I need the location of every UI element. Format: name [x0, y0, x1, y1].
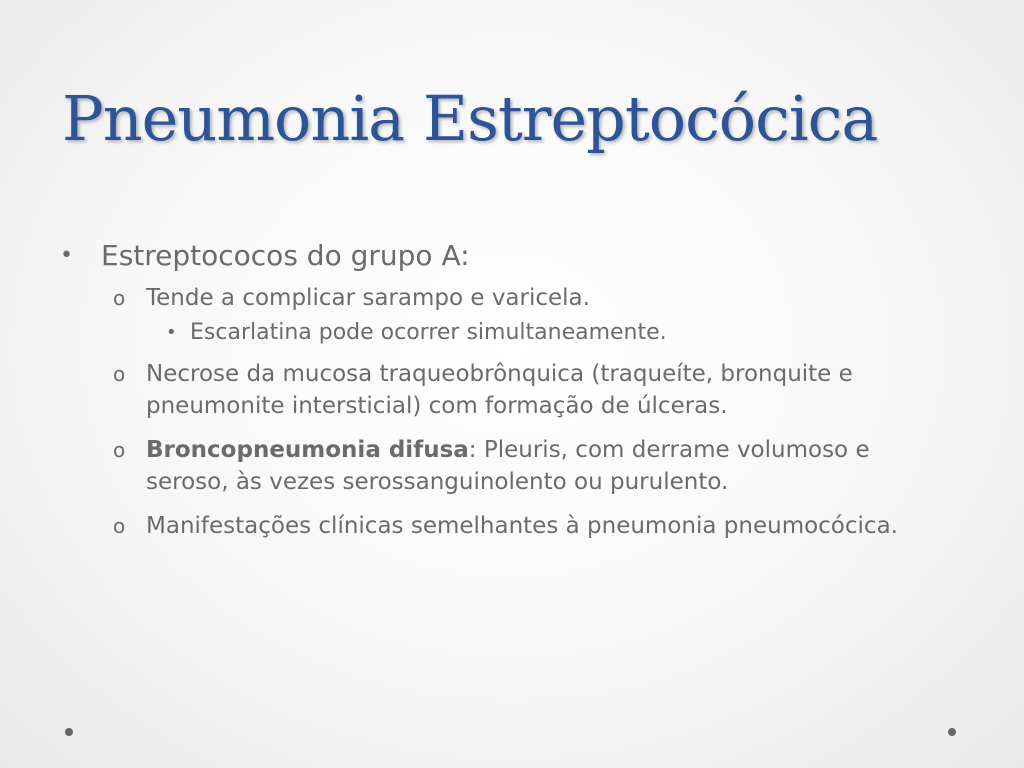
- bullet-marker: o: [113, 438, 126, 462]
- bullet-marker: o: [113, 286, 126, 310]
- bullet-level2: [0, 434, 1024, 498]
- bullet-level3: [0, 318, 1024, 348]
- bullet-marker: o: [113, 514, 126, 538]
- bullet-text: Estreptococos do grupo A:: [101, 239, 470, 272]
- bullet-level2: [0, 358, 1024, 422]
- corner-dot-left: [65, 728, 73, 736]
- bullet-text: Manifestações clínicas semelhantes à pneumonia pneumocócica.: [146, 513, 898, 539]
- bullet-marker: •: [166, 322, 177, 343]
- bullet-text: Necrose da mucosa traqueobrônquica (traqueíte, bronquite e pneumonite intersticial) com formação de úlceras.: [146, 361, 853, 419]
- bullet-marker: o: [113, 362, 126, 386]
- slide-content: [0, 236, 1024, 554]
- bullet-text: Escarlatina pode ocorrer simultaneamente.: [190, 320, 667, 345]
- corner-dot-right: [948, 728, 956, 736]
- bullet-bold-text: Broncopneumonia difusa: [146, 437, 469, 463]
- bullet-marker: •: [60, 243, 73, 268]
- bullet-text: : Pleuris, com derrame volumoso e seroso, às vezes serossanguinolento ou purulento.: [146, 437, 870, 495]
- slide-title: Pneumonia Estreptocócica: [62, 82, 878, 155]
- bullet-text: Tende a complicar sarampo e varicela.: [146, 285, 590, 311]
- bullet-level1: [0, 236, 1024, 276]
- bullet-level2: [0, 510, 1024, 542]
- bullet-level2: [0, 282, 1024, 314]
